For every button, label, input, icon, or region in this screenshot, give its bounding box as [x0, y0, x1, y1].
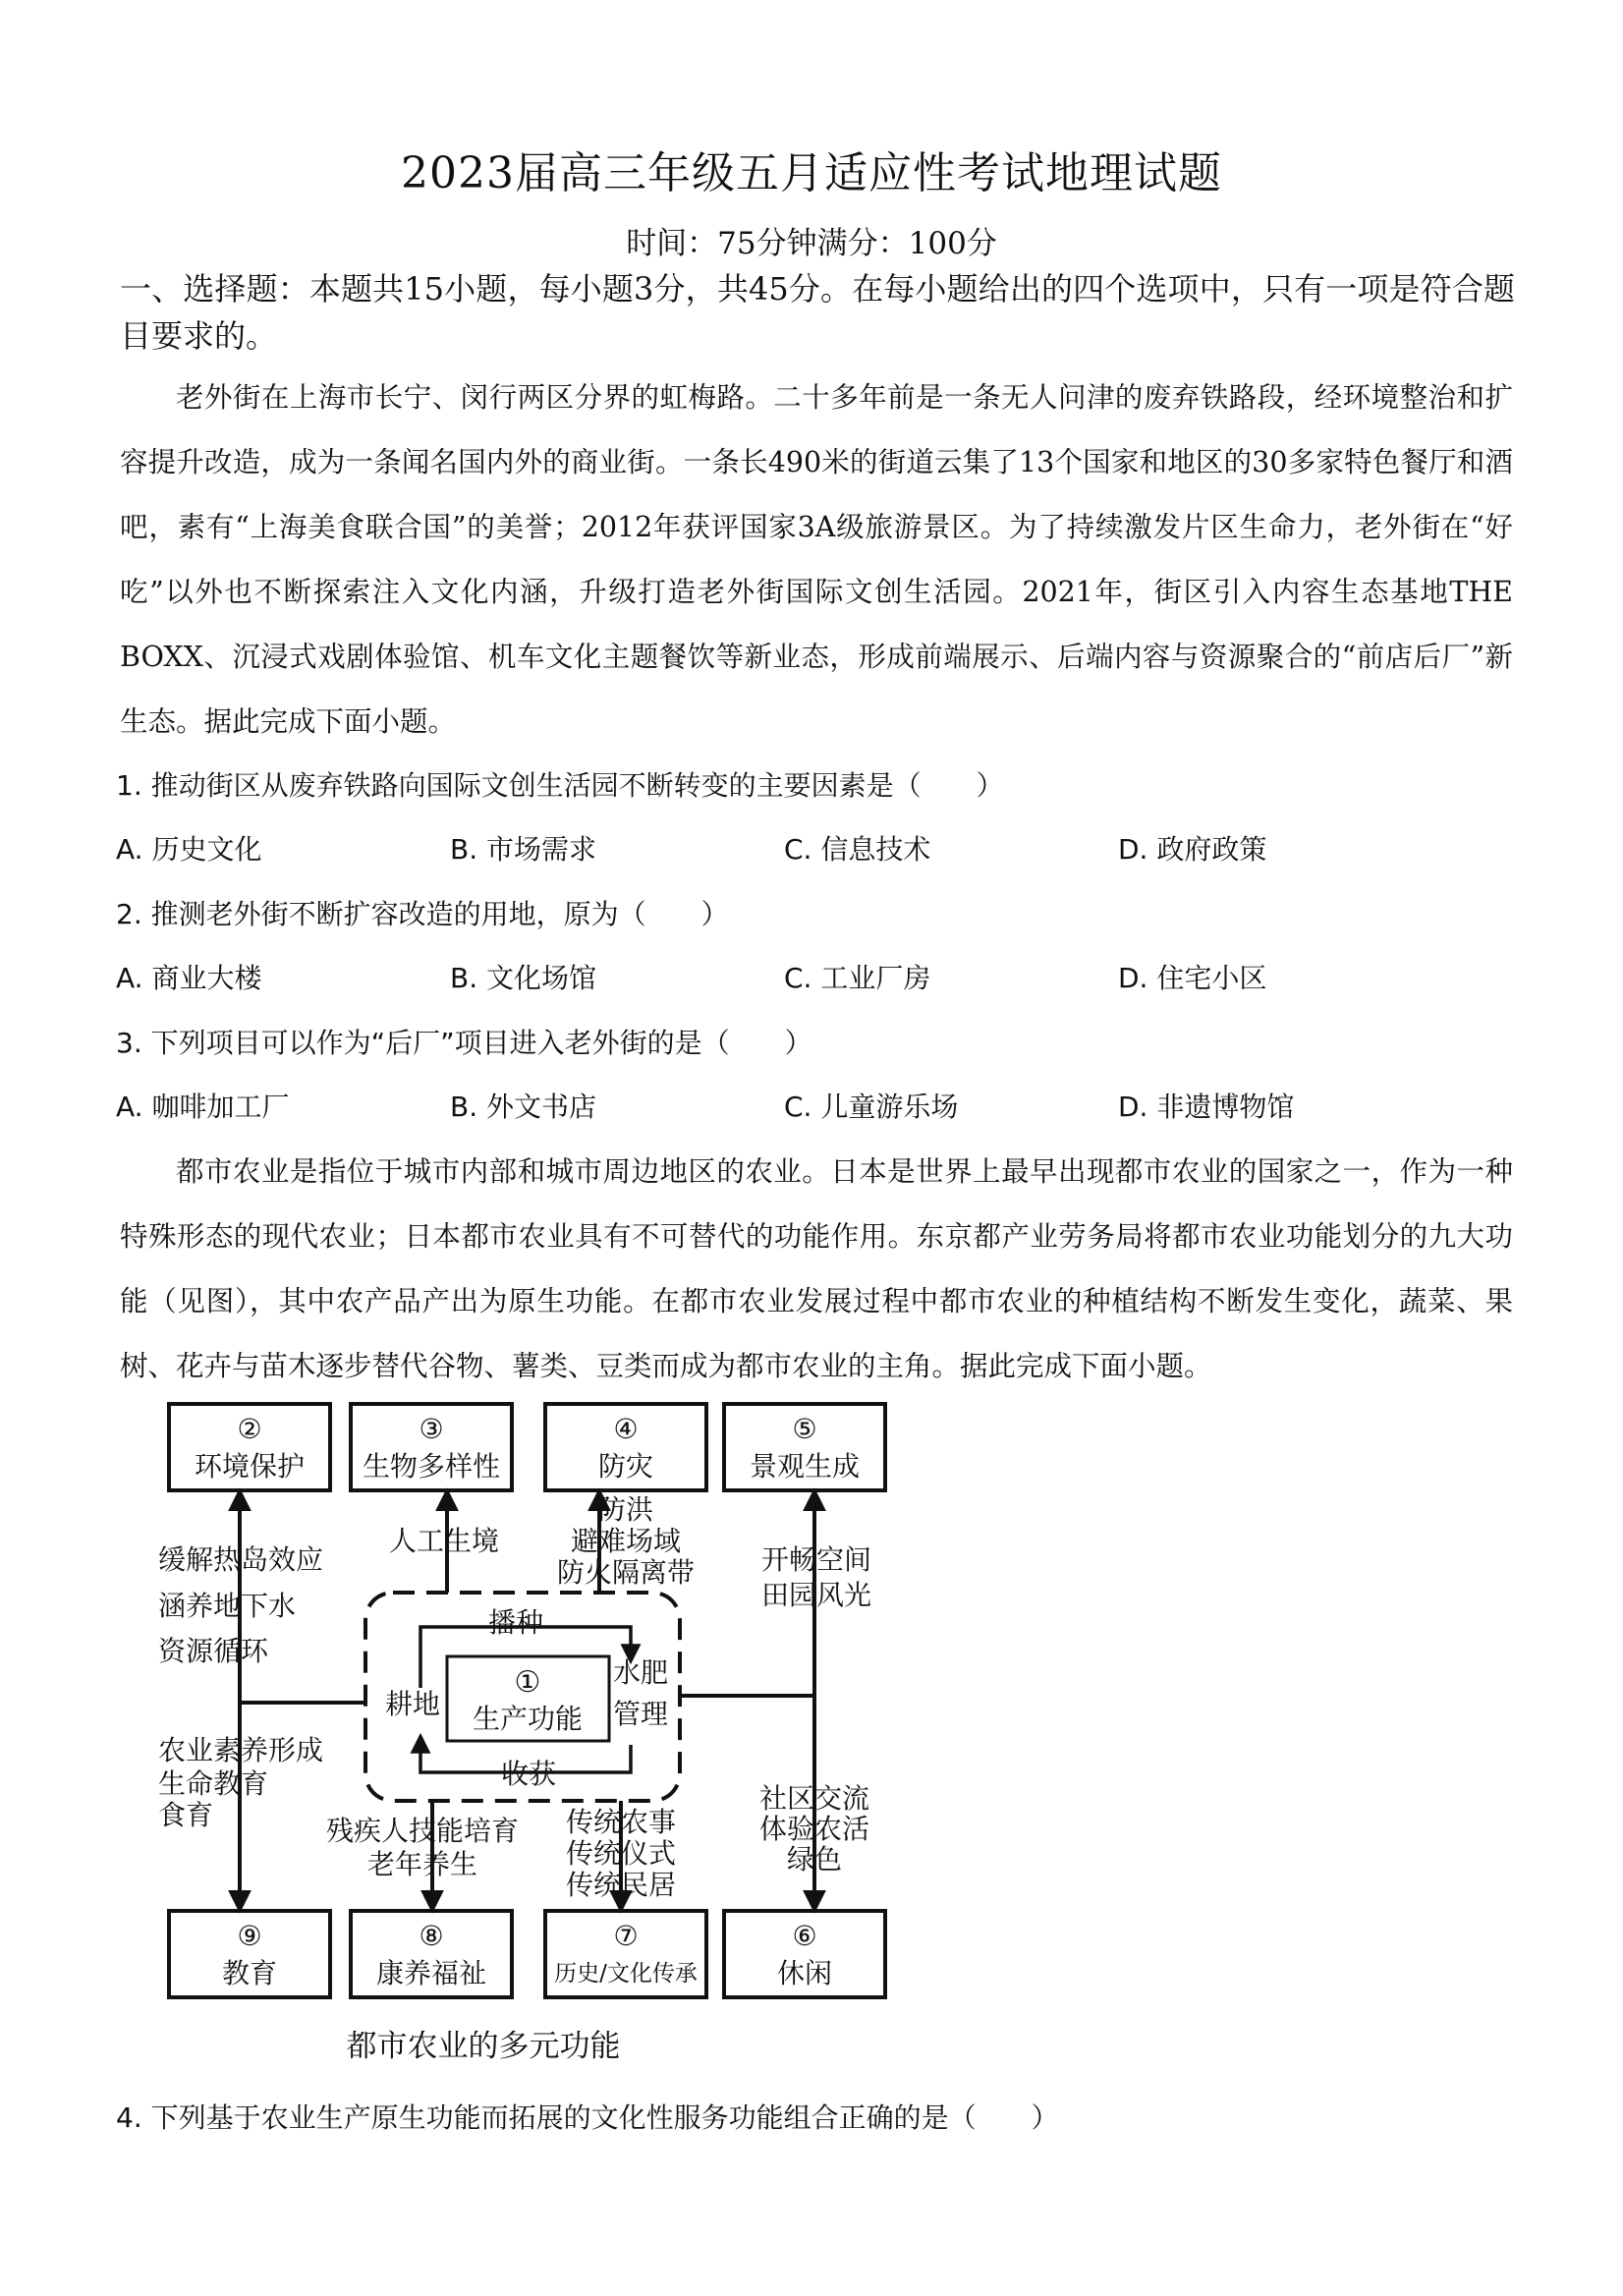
note-care-2: 老年养生: [366, 1848, 478, 1880]
note-edu-2: 生命教育: [158, 1767, 269, 1800]
note-leisure-2: 体验农活: [758, 1813, 870, 1845]
passage-2: 都市农业是指位于城市内部和城市周边地区的农业。日本是世界上最早出现都市农业的国家之一，作为一种特殊形态的现代农业；日本都市农业具有不可替代的功能作用。东京都产业劳务局将都市农业功能划分的九大功能（见图），其中农产品产出为原生功能。在都市农业发展过程中都市农业的种植结构不断发生变化，蔬菜、果树、花卉与苗木逐步替代谷物、薯类、豆类而成为都市农业的主角。据此完成下面小题。: [120, 1155, 1513, 1382]
note-env-3: 资源循环: [158, 1635, 269, 1667]
box-heritage-num: ⑦: [613, 1920, 639, 1952]
q1-option-a: A. 历史文化: [116, 833, 262, 866]
note-disaster-2: 避难场域: [570, 1525, 682, 1557]
center-label: 生产功能: [472, 1703, 584, 1735]
box-disaster-label: 防灾: [597, 1450, 654, 1483]
q2-option-c: C. 工业厂房: [784, 962, 931, 994]
question-1-stem: 1. 推动街区从废弃铁路向国际文创生活园不断转变的主要因素是（ ）: [116, 769, 1004, 802]
note-bio-1: 人工生境: [389, 1525, 500, 1557]
note-leisure-1: 社区交流: [758, 1782, 870, 1815]
note-edu-3: 食育: [158, 1799, 214, 1831]
note-landscape-1: 开畅空间: [761, 1543, 872, 1576]
note-disaster-3: 防火隔离带: [556, 1556, 696, 1589]
note-history-3: 传统民居: [565, 1869, 677, 1901]
cycle-water-1: 水肥: [613, 1656, 669, 1689]
q3-option-d: D. 非遗博物馆: [1118, 1091, 1295, 1123]
box-edu-num: ⑨: [237, 1920, 262, 1952]
exam-meta: 时间：75分钟满分：100分: [626, 226, 997, 261]
box-heritage-label: 历史/文化传承: [554, 1961, 698, 1987]
box-edu-label: 教育: [221, 1957, 278, 1989]
box-bio-label: 生物多样性: [362, 1450, 501, 1483]
diagram-caption: 都市农业的多元功能: [346, 2029, 621, 2064]
note-edu-1: 农业素养形成: [158, 1734, 324, 1766]
box-bio-num: ③: [419, 1413, 444, 1445]
note-history-1: 传统农事: [565, 1806, 677, 1838]
box-care-label: 康养福祉: [375, 1957, 487, 1989]
q3-option-a: A. 咖啡加工厂: [116, 1091, 290, 1123]
box-env-num: ②: [237, 1413, 262, 1445]
center-num: ①: [514, 1665, 541, 1700]
note-env-2: 涵养地下水: [158, 1590, 297, 1622]
box-landscape-label: 景观生成: [749, 1450, 861, 1483]
page-title: 2023届高三年级五月适应性考试地理试题: [401, 148, 1222, 198]
q2-option-b: B. 文化场馆: [450, 962, 597, 994]
cycle-harvest: 收获: [501, 1758, 557, 1790]
passage-1: 老外街在上海市长宁、闵行两区分界的虹梅路。二十多年前是一条无人问津的废弃铁路段，经环境整治和扩容提升改造，成为一条闻名国内外的商业街。一条长490米的街道云集了13个国家和地区的30多家特色餐厅和酒吧，素有“上海美食联合国”的美誉；2012年获评国家3A级旅游景区。为了持续激发片区生命力，老外街在“好吃”以外也不断探索注入文化内涵，升级打造老外街国际文创生活园。2021年，街区引入内容生态基地THE BOXX、沉浸式戏剧体验馆、机车文化主题餐饮等新业态，形成前端展示、后端内容与资源聚合的“前店后厂”新生态。据此完成下面小题。: [120, 381, 1513, 738]
cycle-farmland: 耕地: [385, 1688, 441, 1720]
q3-option-b: B. 外文书店: [450, 1091, 597, 1123]
box-leisure-label: 休闲: [776, 1957, 833, 1989]
note-disaster-1: 防洪: [597, 1493, 654, 1526]
q2-option-a: A. 商业大楼: [116, 962, 262, 994]
question-2-stem: 2. 推测老外街不断扩容改造的用地，原为（ ）: [116, 898, 729, 930]
note-landscape-2: 田园风光: [761, 1579, 872, 1611]
box-env-label: 环境保护: [194, 1450, 306, 1483]
q2-option-d: D. 住宅小区: [1118, 962, 1267, 994]
box-leisure-num: ⑥: [792, 1920, 817, 1952]
box-disaster-num: ④: [613, 1413, 639, 1445]
cycle-water-2: 管理: [613, 1698, 669, 1730]
box-landscape-num: ⑤: [792, 1413, 817, 1445]
section-heading: 一、选择题：本题共15小题，每小题3分，共45分。在每小题给出的四个选项中，只有一项是符合题目要求的。: [120, 270, 1515, 355]
q3-option-c: C. 儿童游乐场: [784, 1091, 959, 1123]
box-care-num: ⑧: [419, 1920, 444, 1952]
q1-option-c: C. 信息技术: [784, 833, 931, 866]
question-4-stem: 4. 下列基于农业生产原生功能而拓展的文化性服务功能组合正确的是（ ）: [116, 2101, 1059, 2134]
note-leisure-3: 绿色: [786, 1843, 843, 1876]
note-care-1: 残疾人技能培育: [325, 1815, 520, 1847]
question-3-stem: 3. 下列项目可以作为“后厂”项目进入老外街的是（ ）: [116, 1027, 812, 1059]
q1-option-d: D. 政府政策: [1118, 833, 1267, 866]
q1-option-b: B. 市场需求: [450, 833, 597, 866]
cycle-sowing: 播种: [488, 1606, 544, 1639]
note-history-2: 传统仪式: [565, 1837, 677, 1870]
note-env-1: 缓解热岛效应: [158, 1543, 324, 1576]
